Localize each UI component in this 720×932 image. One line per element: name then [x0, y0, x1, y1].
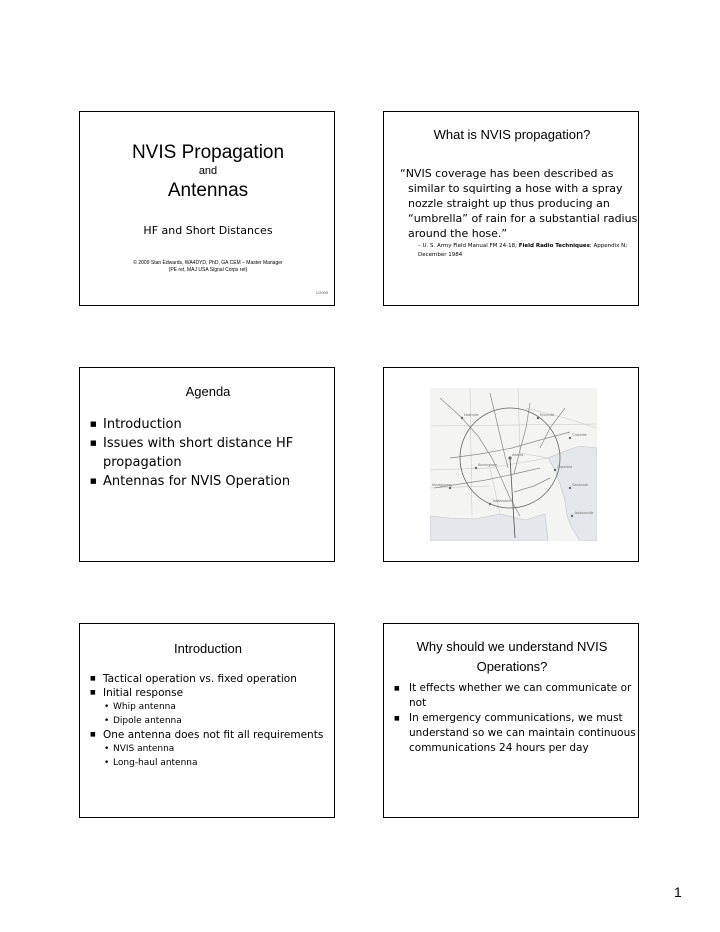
citation-prefix: – U. S. Army Field Manual FM 24-18; — [418, 243, 519, 249]
slide-title-date: 1/2009 — [315, 290, 328, 295]
slide-introduction — [79, 623, 335, 818]
svg-text:Charlotte: Charlotte — [572, 433, 587, 437]
slide-heading: Introduction — [174, 641, 242, 656]
citation-suffix: ; Appendix N; December 1984 — [418, 243, 628, 258]
svg-text:Montgomery: Montgomery — [432, 483, 452, 487]
slide-what-is-nvis — [383, 111, 639, 306]
list-item: ■ Initial response — [87, 686, 332, 700]
slide-title-subtitle: HF and Short Distances — [143, 224, 273, 237]
map-drawing — [430, 388, 597, 541]
list-item: ■ In emergency communications, we must understand so we can maintain continuous communications 24 hours per day — [391, 711, 636, 756]
svg-text:Jacksonville: Jacksonville — [574, 511, 594, 515]
sub-list-item: • Long-haul antenna — [87, 756, 332, 770]
slide-coverage-map — [383, 367, 639, 562]
slide-heading: Agenda — [185, 384, 231, 399]
svg-text:Atlanta: Atlanta — [512, 453, 524, 457]
svg-text:Knoxville: Knoxville — [540, 413, 555, 417]
svg-text:Nashville: Nashville — [464, 413, 479, 417]
slide-heading: Why should we understand NVIS Operations? — [416, 639, 608, 674]
svg-text:Columbia: Columbia — [557, 465, 573, 469]
reasons-list — [391, 681, 636, 756]
copyright-line-2: (PE ret, MAJ USA Signal Corps ret) — [168, 267, 248, 273]
coverage-map-image — [430, 388, 597, 541]
list-item: ■ One antenna does not fit all requirements — [87, 728, 332, 742]
slide-title-heading: NVIS Propagation — [131, 142, 285, 163]
slide-why-understand — [383, 623, 639, 818]
citation-title: Field Radio Techniques — [518, 243, 590, 249]
quote-citation — [418, 242, 633, 260]
nvis-quote: “NVIS coverage has been described as similar to squirting a hose with a spray nozzle straight up thus producing an “umbrella” of rain for a substantial radius around the hose.” — [400, 167, 638, 240]
slide-agenda — [79, 367, 335, 562]
slide-title — [79, 111, 335, 306]
agenda-item: ■ Introduction — [87, 415, 332, 434]
svg-text:Tallahassee: Tallahassee — [492, 499, 511, 503]
svg-text:Savannah: Savannah — [572, 483, 589, 487]
svg-text:Birmingham: Birmingham — [478, 463, 498, 467]
introduction-list — [87, 672, 332, 770]
list-item: ■ Tactical operation vs. fixed operation — [87, 672, 332, 686]
slide-heading: What is NVIS propagation? — [433, 127, 591, 142]
slide-title-antennas: Antennas — [167, 180, 249, 201]
sub-list-item: • Whip antenna — [87, 700, 332, 714]
slide-title-and: and — [198, 165, 218, 177]
sub-list-item: • Dipole antenna — [87, 714, 332, 728]
agenda-item: ■ Issues with short distance HF propagation — [87, 434, 332, 472]
sub-list-item: • NVIS antenna — [87, 742, 332, 756]
copyright-line-1: © 2009 Stan Edwards, WA4DYD, PhD, GA CEM – Master Manager — [133, 260, 283, 266]
agenda-item: ■ Antennas for NVIS Operation — [87, 472, 332, 491]
agenda-list — [87, 415, 332, 491]
slide-title-copyright — [80, 260, 335, 274]
list-item: ■ It effects whether we can communicate or not — [391, 681, 636, 711]
page-number: 1 — [674, 884, 682, 900]
